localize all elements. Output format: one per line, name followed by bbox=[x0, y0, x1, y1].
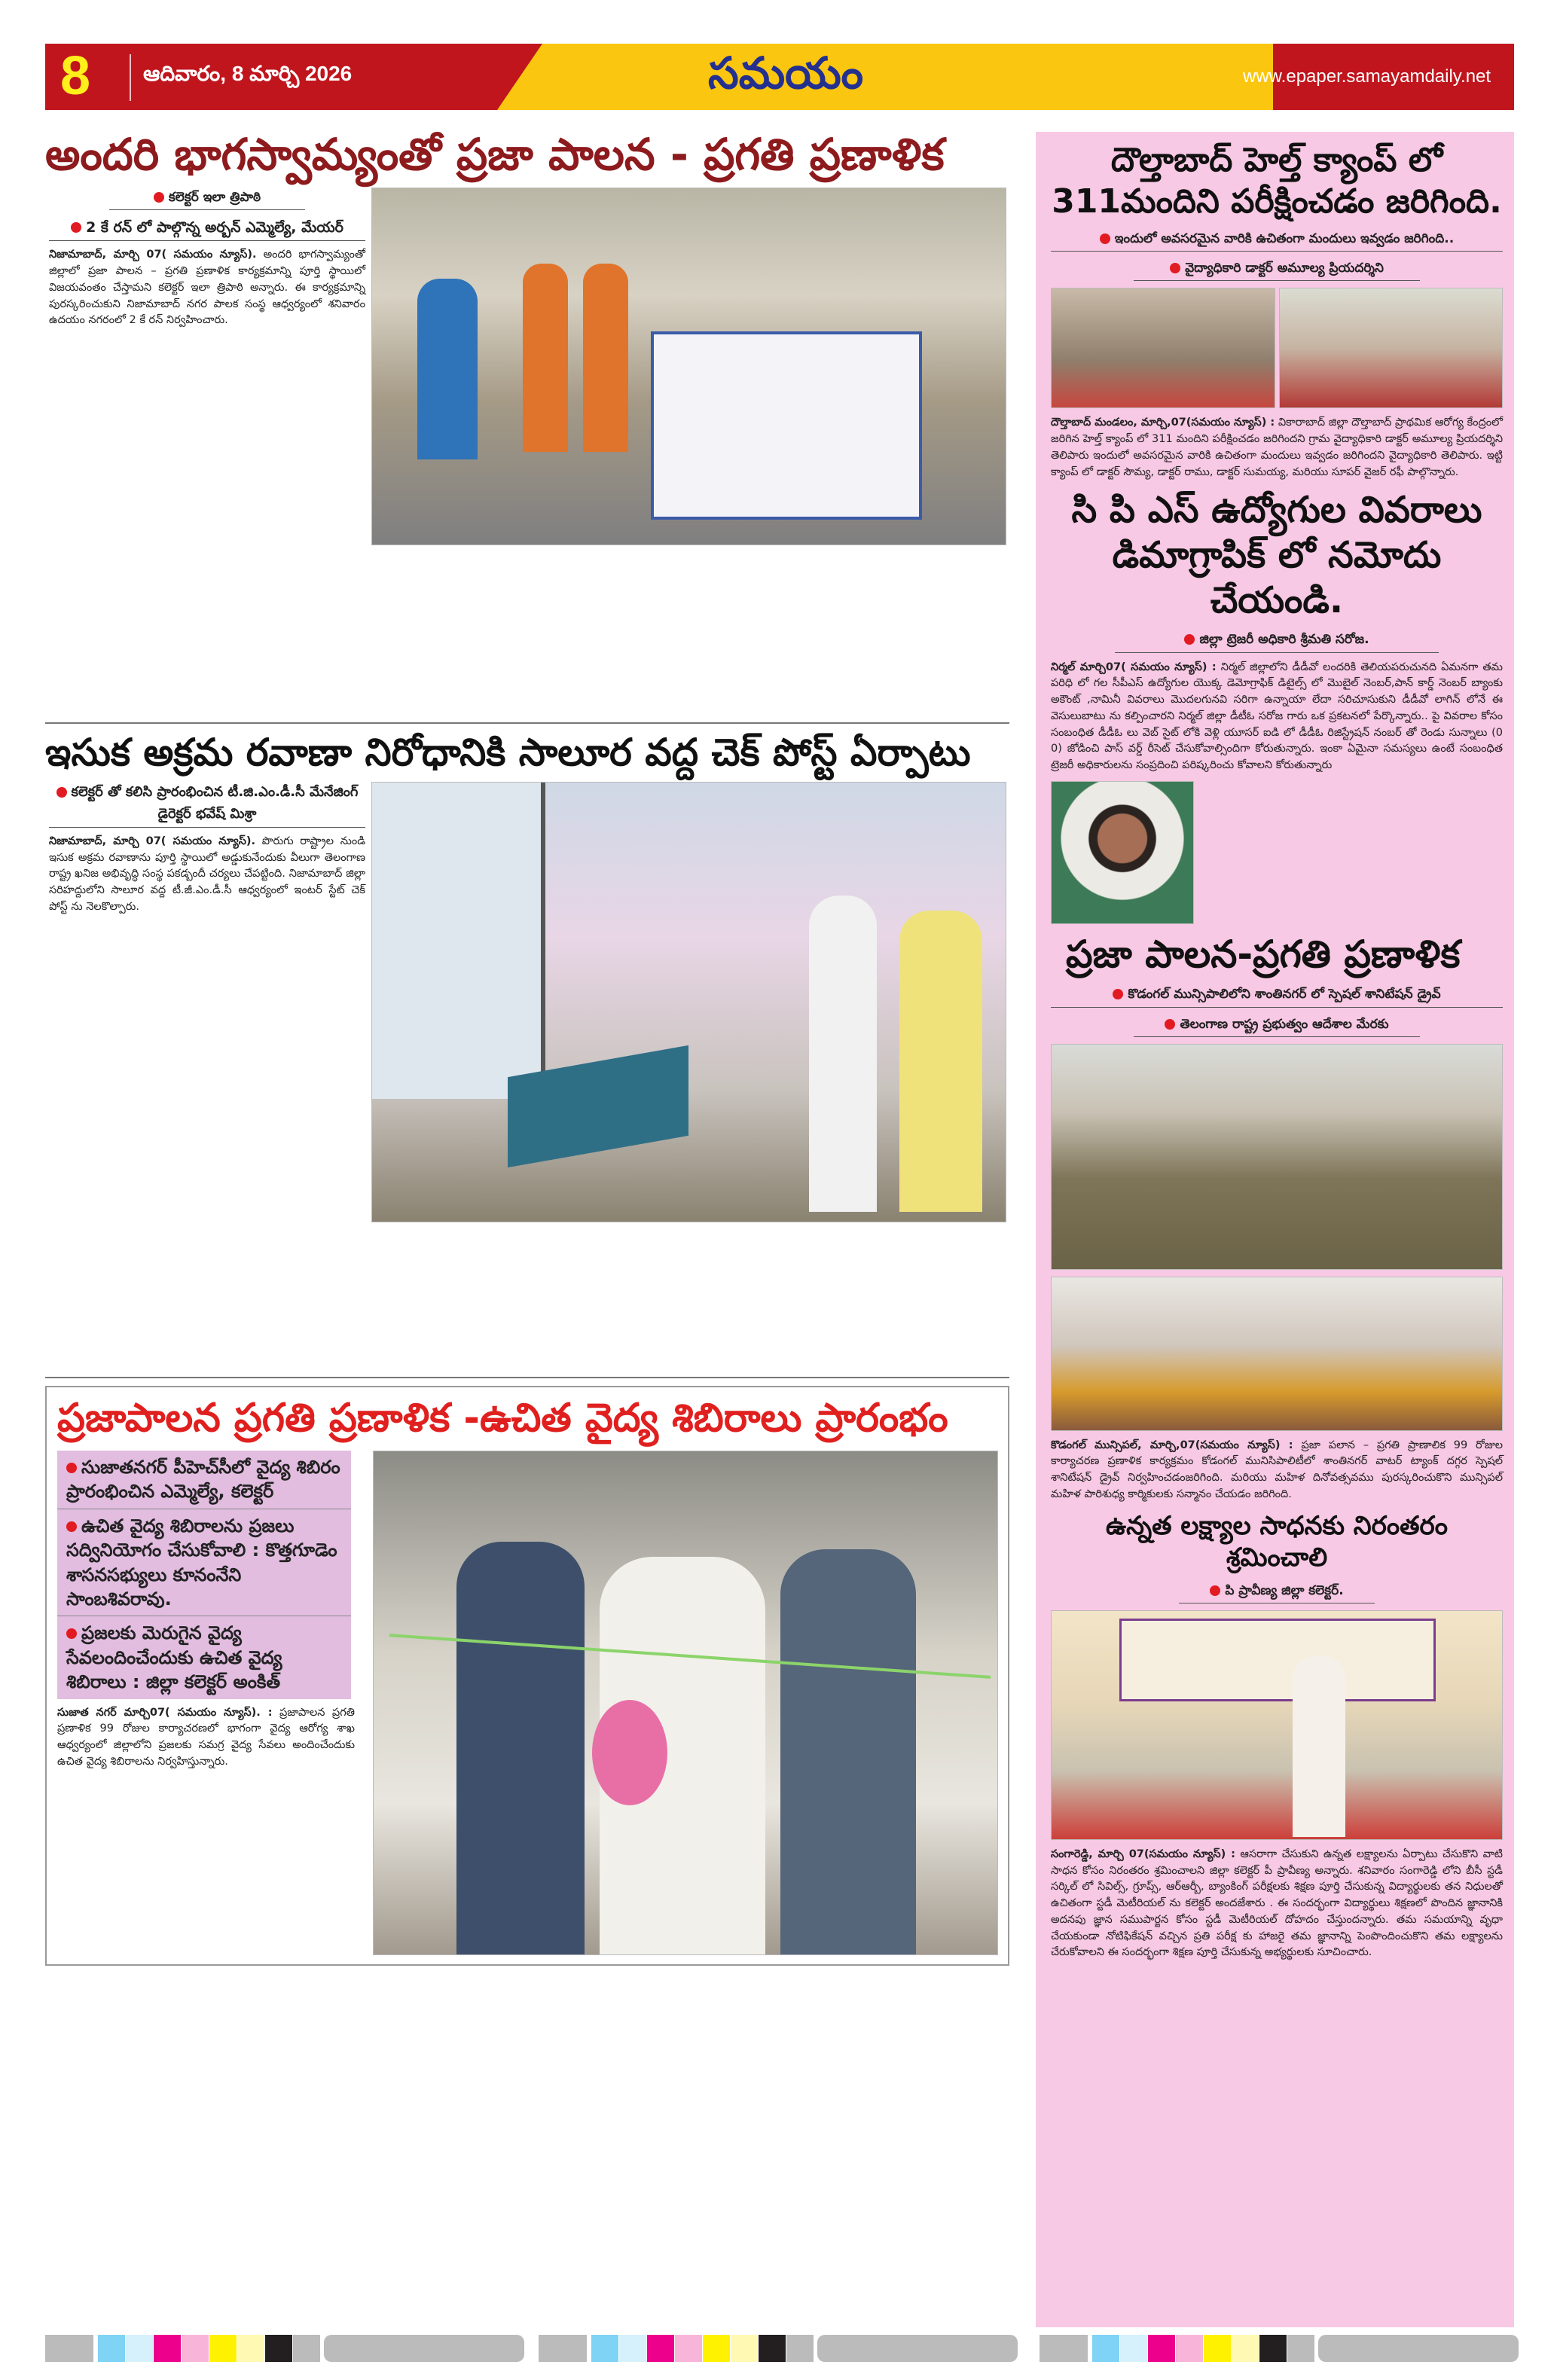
bullet-text: ఉచిత వైద్య శిబిరాలను ప్రజలు సద్వినియోగం చేసుకోవాలి : కొత్తగూడెం శాసనసభ్యులు కూనంనేని సాంబశివరావు. bbox=[66, 1515, 337, 1610]
color-swatch bbox=[1176, 2335, 1203, 2362]
treasury-officer-portrait bbox=[1051, 781, 1194, 924]
right-story3-body bbox=[1051, 1438, 1503, 1503]
epaper-url[interactable]: www.epaper.samayamdaily.net bbox=[1243, 66, 1491, 87]
color-swatch bbox=[1092, 2335, 1119, 2362]
health-camp-photo-1 bbox=[1051, 288, 1275, 408]
article1-body bbox=[49, 247, 365, 329]
body-text: ప్రజాపాలన ప్రగతి ప్రణాళిక 99 రోజుల కార్యాచరణలో భాగంగా వైద్య ఆరోగ్య శాఖ ఆధ్వర్యంలో జిల్లాలోని ప్రజలకు సమగ్ర వైద్య సేవలు అందించేందుకు ఉచిత వైద్య శిబిరాలను నిర్వహిస్తున్నారు. bbox=[57, 1706, 356, 1768]
divider bbox=[45, 1377, 1009, 1378]
left-news-area bbox=[45, 130, 1009, 1966]
color-swatch bbox=[1287, 2335, 1314, 2362]
bullet-icon bbox=[66, 1628, 77, 1639]
right-story1-body bbox=[1051, 415, 1503, 481]
right-story2-subhead bbox=[1115, 630, 1439, 652]
color-swatch bbox=[154, 2335, 181, 2362]
article3-text-column bbox=[57, 1451, 355, 1771]
bullet-icon bbox=[56, 787, 67, 798]
color-swatch bbox=[265, 2335, 292, 2362]
bullet-icon bbox=[1170, 263, 1180, 273]
body-text: వికారాబాద్ జిల్లా దౌల్తాబాద్ ప్రాథమిక ఆరోగ్య కేంద్రంలో జరిగిన హెల్త్ క్యాంప్ లో 311 మందిని పరీక్షించడం జరిగిందని గ్రామ వైద్యాధికారి డాక్టర్ అమూల్య ప్రియదర్శిని తెలిపారు ఇందులో అవసరమైన వారికి ఉచితంగా మందులు ఇవ్వడం జరిగిందని వైద్యాధికారి తెలిపారు. ఇట్టి క్యాంప్ లో డాక్టర్ సౌమ్య, డాక్టర్ రాము, డాక్టర్ సుమయ్య, మరియు సూపర్ వైజర్ రఫీ పాల్గొన్నారు. bbox=[1051, 416, 1504, 478]
color-swatch bbox=[591, 2335, 618, 2362]
article3-bullets bbox=[57, 1451, 351, 1699]
dateline: దౌల్తాబాద్ మండలం, మార్చి,07(సమయం న్యూస్) : bbox=[1051, 416, 1275, 429]
right-story3-headline: ప్రజా పాలన-ప్రగతి ప్రణాళిక bbox=[1066, 932, 1461, 976]
health-camp-photo-2 bbox=[1279, 288, 1503, 408]
color-swatch bbox=[1204, 2335, 1231, 2362]
right-story1-subhead bbox=[1051, 229, 1503, 252]
color-swatch bbox=[1232, 2335, 1259, 2362]
article1-text-column bbox=[45, 188, 365, 329]
dateline: కొడంగల్ మున్సిపల్, మార్చి,07(సమయం న్యూస్) : bbox=[1051, 1439, 1293, 1451]
subhead-text: పి ప్రావీణ్య జిల్లా కలెక్టర్. bbox=[1225, 1582, 1344, 1598]
subhead-text: వైద్యాధికారి డాక్టర్ అమూల్య ప్రియదర్శిని bbox=[1185, 261, 1384, 276]
article2-photo bbox=[371, 782, 1006, 1222]
right-story4-headline: ఉన్నత లక్ష్యాల సాధనకు నిరంతరం శ్రమించాలి bbox=[1106, 1510, 1448, 1573]
right-story3-subhead bbox=[1051, 984, 1503, 1007]
color-swatch bbox=[1040, 2335, 1088, 2362]
event-banner bbox=[1119, 1619, 1436, 1701]
body-text: పొరుగు రాష్ట్రాల నుండి ఇసుక అక్రమ రవాణాను పూర్తి స్థాయిలో అడ్డుకునేందుకు వీలుగా తెలంగాణ రాష్ట్ర ఖనిజ అభివృద్ధి సంస్థ పకడ్బందీ చర్యలు చేపట్టింది. నిజామాబాద్ జిల్లా సరిహద్దులోని సాలూర వద్ద టీ.జీ.ఎం.డీ.సీ ఆధ్వర్యంలో ఇంటర్ స్టేట్ చెక్ పోస్ట్ ను నెలకొల్పారు. bbox=[49, 835, 366, 913]
dateline: నిజామాబాద్, మార్చి 07( సమయం న్యూస్). bbox=[49, 249, 257, 261]
color-swatch bbox=[293, 2335, 320, 2362]
body-text: ప్రజా పలాన – ప్రగతి ప్రాణాలిక 99 రోజుల కార్యాచరణ ప్రణాళిక కార్యక్రమం కోడంగల్ మునిసిపాలిటీలో శాంతినగర్ వాటర్ ట్యాంక్ దగ్గర స్పెషల్ శానిటేషన్ డ్రైవ్ నిర్వహించడంజరిగింది. మరియు మహిళ దినోవత్సవము పురస్కరించుకొని మున్సిపల్ మహిళ పారిశుధ్య కార్మికులకు సన్మానం చేయడం జరిగింది. bbox=[1051, 1439, 1504, 1500]
masthead-band bbox=[497, 44, 1273, 110]
color-swatch bbox=[759, 2335, 786, 2362]
study-circle-event-photo bbox=[1051, 1610, 1503, 1840]
person-figure bbox=[417, 279, 478, 459]
article3-body bbox=[57, 1705, 355, 1771]
body-text: ఆసరాగా చేసుకుని ఉన్నత లక్ష్యాలను ఏర్పాటు చేసుకొని వాటి సాధన కోసం నిరంతరం శ్రమించాలని జిల్లా కలెక్టర్ పీ ప్రావీణ్య అన్నారు. శనివారం సంగారెడ్డి లోని బీసీ స్టడీ సర్కిల్ లో సివిల్స్, గ్రూప్స్, ఆర్ఆర్బీ, బ్యాంకింగ్ పరీక్షలకు శిక్షణ పూర్తి చేసుకున్న విద్యార్థులకు తన నిధులతో ఉచితంగా స్టడీ మెటీరియల్ ను కలెక్టర్ అందజేశారు . ఈ సందర్భంగా విద్యార్థులు శిక్షణలో పొందిన జ్ఞానానికి అదనపు జ్ఞాన సముపార్జన కోసం స్టడీ మెటీరియల్ దోహదం చేస్తుందన్నారు. తమ సమయాన్ని వృధా చేయకుండా నోటిఫికేషన్ వచ్చిన ప్రతి పరీక్ష కు హాజరై తమ జ్ఞానాన్ని పెంపొందించుకొని తమ లక్ష్యాలను చేరుకోవాలని ఈ సందర్భంగా శిక్షణ పూర్తి చేసుకున్న అభ్యర్థులకు సూచించారు. bbox=[1051, 1848, 1503, 1959]
article1-headline: అందరి భాగస్వామ్యంతో ప్రజా పాలన - ప్రగతి ప్రణాళిక bbox=[45, 129, 945, 180]
divider bbox=[45, 722, 1009, 724]
person-figure bbox=[780, 1549, 916, 1955]
color-swatch bbox=[786, 2335, 814, 2362]
gray-bar bbox=[1318, 2335, 1519, 2362]
subhead-text: ఇందులో అవసరమైన వారికి ఉచితంగా మందులు ఇవ్వడం జరిగింది.. bbox=[1114, 231, 1455, 246]
bullet-icon bbox=[1184, 634, 1195, 645]
color-swatch bbox=[45, 2335, 93, 2362]
subhead-text: కలెక్టర్ తో కలిసి ప్రారంభించిన టీ.జి.ఎం.డీ.సీ మేనేజింగ్ డైరెక్టర్ భవేష్ మిశ్రా bbox=[71, 784, 359, 822]
right-story4-subhead bbox=[1179, 1581, 1375, 1603]
color-swatch bbox=[237, 2335, 264, 2362]
truck-graphic bbox=[372, 783, 545, 1099]
banner-graphic bbox=[651, 331, 922, 520]
dateline: సంగారెడ్డి, మార్చి 07(సమయం న్యూస్) : bbox=[1051, 1848, 1235, 1860]
color-swatch bbox=[703, 2335, 730, 2362]
color-swatch bbox=[731, 2335, 758, 2362]
article2-row bbox=[45, 782, 1009, 1369]
right-story2-headline: సి పి ఎస్ ఉద్యోగుల వివరాలు డిమాగ్రాపిక్ లో నమోదు చేయండి. bbox=[1071, 489, 1482, 622]
article1-subhead bbox=[49, 216, 365, 241]
gray-bar bbox=[324, 2335, 524, 2362]
flower-bouquet bbox=[592, 1700, 667, 1805]
color-swatch bbox=[647, 2335, 674, 2362]
right-story1-subhead bbox=[1134, 258, 1420, 281]
bullet-icon bbox=[1210, 1585, 1220, 1596]
bullet-icon bbox=[71, 222, 81, 233]
subhead-text: తెలంగాణ రాష్ట్ర ప్రభుత్వం ఆదేశాల మేరకు bbox=[1180, 1016, 1389, 1032]
sanitation-workers-honour-photo bbox=[1051, 1277, 1503, 1431]
person-figure bbox=[456, 1542, 585, 1955]
person-figure bbox=[1293, 1656, 1345, 1837]
health-camp-photos bbox=[1051, 288, 1503, 408]
color-swatch bbox=[182, 2335, 209, 2362]
color-swatch bbox=[619, 2335, 646, 2362]
divider bbox=[130, 54, 131, 101]
right-column bbox=[1036, 132, 1514, 2327]
article3-headline: ప్రజాపాలన ప్రగతి ప్రణాళిక -ఉచిత వైద్య శిబిరాలు ప్రారంభం bbox=[57, 1396, 948, 1442]
right-story2-body bbox=[1051, 660, 1503, 774]
page-number: 8 bbox=[60, 46, 91, 106]
article2-body bbox=[49, 834, 365, 916]
bullet-icon bbox=[154, 192, 164, 203]
dateline: సుజాత నగర్ మార్చి07( సమయం న్యూస్). : bbox=[57, 1706, 273, 1719]
article2-text-column bbox=[45, 782, 365, 915]
sanitation-drive-photo bbox=[1051, 1044, 1503, 1270]
right-story1-headline: దౌల్తాబాద్ హెల్త్ క్యాంప్ లో 311మందిని పరీక్షించడం జరిగింది. bbox=[1052, 141, 1502, 221]
article2-headline: ఇసుక అక్రమ రవాణా నిరోధానికి సాలూర వద్ద చెక్ పోస్ట్ ఏర్పాటు bbox=[45, 730, 971, 774]
article2-subhead bbox=[49, 782, 365, 828]
body-text: అందరి భాగస్వామ్యంతో జిల్లాలో ప్రజా పాలన – ప్రగతి ప్రణాళిక కార్యక్రమాన్ని పూర్తి స్థాయిలో విజయవంతం చేస్తామని కలెక్టర్ ఇలా త్రిపాఠి అన్నారు. ఈ కార్యక్రమాన్ని పురస్కరించుకుని నిజామాబాద్ నగర పాలక సంస్థ ఆధ్వర్యంలో శనివారం ఉదయం నగరంలో 2 కే రన్ నిర్వహించారు. bbox=[49, 249, 365, 327]
article3-row bbox=[57, 1451, 997, 1955]
article1-photo bbox=[371, 188, 1006, 545]
color-swatch bbox=[1148, 2335, 1175, 2362]
bullet-icon bbox=[1165, 1019, 1175, 1030]
person-figure bbox=[523, 264, 568, 452]
article3-photo bbox=[373, 1451, 998, 1955]
page-header bbox=[45, 44, 1514, 110]
article1-subhead bbox=[109, 188, 305, 210]
color-swatch bbox=[98, 2335, 125, 2362]
masthead-logo: సమయం bbox=[708, 49, 864, 98]
gray-bar bbox=[817, 2335, 1018, 2362]
right-story4-body bbox=[1051, 1847, 1503, 1961]
person-figure bbox=[583, 264, 628, 452]
bullet-icon bbox=[1113, 989, 1123, 999]
color-swatch bbox=[1120, 2335, 1147, 2362]
page-date: ఆదివారం, 8 మార్చి 2026 bbox=[143, 62, 353, 85]
subhead-text: 2 కే రన్ లో పాల్గొన్న అర్బన్ ఎమ్మెల్యే, మేయర్ bbox=[86, 218, 343, 236]
subhead-text: కొడంగల్ మున్సిపాలిలోని శాంతినగర్ లో స్పెషల్ శానిటేషన్ డ్రైవ్ bbox=[1128, 987, 1441, 1002]
article3-box bbox=[45, 1386, 1009, 1966]
body-text: నిర్మల్ జిల్లాలోని డీడీవో లందరికి తెలియపరుచునది ఏమనగా తమ పరిధి లో గల సీపీఎస్ ఉద్యోగుల యొక్క డెమోగ్రాఫిక్ డిటైల్స్ లో మొబైల్ నెంబర్,పాన్ కార్డ్ నెంబర్ బ్యాంకు అకౌంట్ ,నామినీ వివరాలు మొదలగునవి సరిగా ఉన్నాయా లేదా సరిచూసుకుని డీడీవో లాగిన్ లోనే ఈ వెసులుబాటు ను కల్పించారని నిర్మల్ జిల్లా డీటీఓ సరోజ గారు ఒక ప్రకటనలో పేర్కొన్నారు.. పై వివరాల కోసం సంబంధిత డీడీఓ లు వెబ్ సైట్ లోకి వెళ్లి యూసర్ ఐడి లో డీడీఓ రిజిస్ట్రేషన్ నంబర్ తో రెండు సున్నాలు (0 0) జోడించి పాస్ వర్డ్ రీసెట్ చేసుకోవాల్సిందిగా కోరుతున్నారు. ఇంకా ఏమైనా సమస్యలు ఉంటే సంబంధిత ట్రెజరీ అధికారులను సంప్రదించి పరిష్కరించు కోవాలని కోరుతున్నారు bbox=[1051, 661, 1503, 772]
bullet-icon bbox=[66, 1463, 77, 1473]
bullet-icon bbox=[66, 1521, 77, 1532]
color-swatch bbox=[1259, 2335, 1287, 2362]
right-story3-subhead bbox=[1134, 1015, 1420, 1037]
bullet-text: సుజాతనగర్ పీహెచ్‌సీలో వైద్య శిబిరం ప్రారంభించిన ఎమ్మెల్యే, కలెక్టర్ bbox=[66, 1456, 340, 1503]
color-swatch bbox=[675, 2335, 702, 2362]
dateline: నిజామాబాద్, మార్చి 07( సమయం న్యూస్). bbox=[49, 835, 256, 847]
article1-row bbox=[45, 188, 1009, 715]
bullet-icon bbox=[1100, 233, 1110, 244]
color-swatch bbox=[126, 2335, 153, 2362]
dateline: నిర్మల్ మార్చి07( సమయం న్యూస్) : bbox=[1051, 661, 1217, 673]
color-swatch bbox=[539, 2335, 587, 2362]
color-swatch bbox=[209, 2335, 237, 2362]
portrait-row bbox=[1051, 781, 1503, 924]
person-figure bbox=[899, 911, 982, 1212]
subhead-text: జిల్లా ట్రెజరీ అధికారి శ్రీమతి సరోజ. bbox=[1199, 632, 1369, 648]
person-figure bbox=[809, 896, 877, 1212]
subhead-text: కలెక్టర్ ఇలా త్రిపాఠి bbox=[168, 189, 261, 205]
bullet-text: ప్రజలకు మెరుగైన వైద్య సేవలందించేందుకు ఉచిత వైద్య శిబిరాలు : జిల్లా కలెక్టర్ అంకిత్ bbox=[66, 1622, 282, 1693]
